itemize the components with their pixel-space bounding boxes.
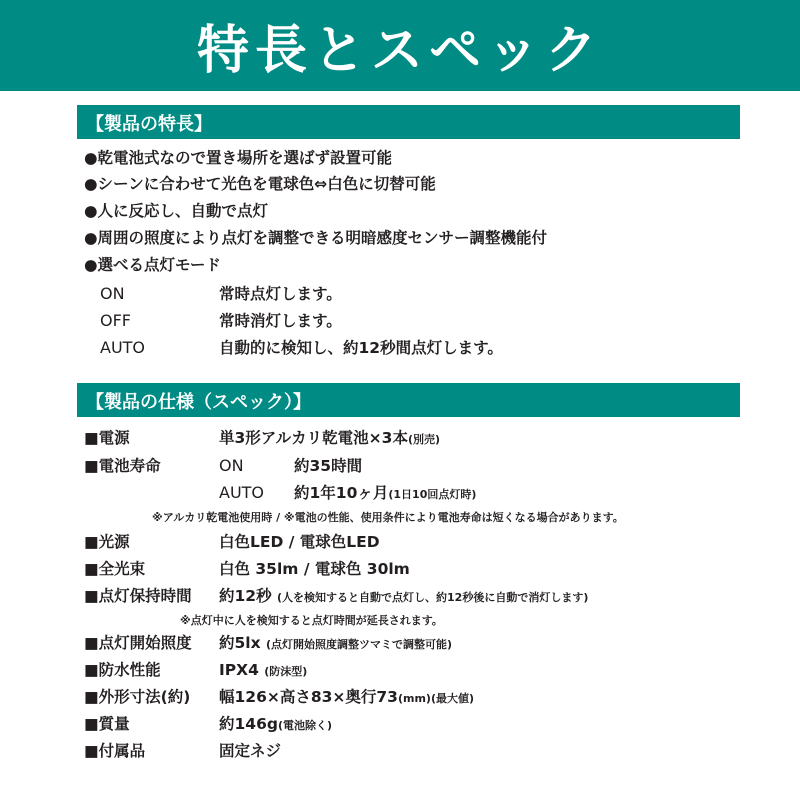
mode-off-description: 常時消灯します。: [219, 312, 342, 330]
mode-off-label: OFF: [100, 311, 131, 330]
spec-waterproof-detail: (防沫型): [264, 665, 308, 678]
specs-heading: 【製品の仕様（スペック）】: [86, 392, 311, 413]
spec-battery-footnote: ※アルカリ乾電池使用時 / ※電池の性能、使用条件により電池寿命は短くなる場合があります。: [152, 511, 624, 524]
spec-hold-time-value: [219, 586, 588, 608]
features-heading-bar: [77, 105, 740, 139]
spec-battery-auto-note: (1日10回点灯時): [388, 488, 477, 501]
spec-illuminance-label: ■点灯開始照度: [84, 634, 192, 652]
spec-dimensions-value: [219, 687, 474, 709]
spec-illuminance-main: 約5lx: [219, 634, 261, 652]
spec-hold-time-detail: (人を検知すると自動で点灯し、約12秒後に自動で消灯します): [276, 591, 589, 604]
spec-power-value: [219, 428, 440, 450]
spec-power-label: ■電源: [84, 429, 130, 447]
spec-battery-label: ■電池寿命: [84, 457, 161, 475]
title-banner: [0, 0, 800, 91]
spec-power-note: (別売): [407, 433, 441, 446]
mode-auto-description: 自動的に検知し、約12秒間点灯します。: [219, 339, 503, 357]
spec-weight-value: [219, 714, 332, 736]
spec-dimensions-main: 幅126×高さ83×奥行73: [219, 688, 398, 706]
spec-waterproof-label: ■防水性能: [84, 661, 161, 679]
mode-auto-label: AUTO: [100, 338, 146, 357]
specs-heading-bar: [77, 383, 740, 417]
spec-dimensions-detail: (mm)(最大値): [397, 692, 475, 705]
spec-weight-label: ■質量: [84, 715, 130, 733]
spec-waterproof-main: IPX4: [219, 661, 259, 679]
mode-on-label: ON: [100, 284, 125, 303]
spec-light-source-value: 白色LED / 電球色LED: [219, 533, 380, 551]
spec-waterproof-value: [219, 660, 307, 682]
spec-battery-on-value: 約35時間: [294, 457, 363, 475]
spec-hold-time-label: ■点灯保持時間: [84, 587, 192, 605]
spec-battery-auto-main: 約1年10ヶ月: [294, 484, 389, 502]
spec-power-main: 単3形アルカリ乾電池×3本: [219, 429, 408, 447]
mode-on-description: 常時点灯します。: [219, 285, 342, 303]
spec-accessories-label: ■付属品: [84, 742, 146, 760]
spec-weight-main: 約146g: [219, 715, 278, 733]
features-heading: 【製品の特長】: [86, 114, 212, 135]
feature-item: ●シーンに合わせて光色を電球色⇔白色に切替可能: [84, 175, 436, 193]
spec-accessories-value: 固定ネジ: [219, 742, 282, 760]
spec-illuminance-value: [219, 633, 452, 655]
page-title: 特長とスペック: [196, 21, 603, 81]
spec-illuminance-detail: (点灯開始照度調整ツマミで調整可能): [266, 638, 453, 651]
spec-flux-label: ■全光束: [84, 560, 146, 578]
spec-battery-auto-value: [294, 483, 476, 505]
spec-dimensions-label: ■外形寸法(約): [84, 688, 191, 706]
feature-item: ●人に反応し、自動で点灯: [84, 202, 269, 220]
spec-hold-time-footnote: ※点灯中に人を検知すると点灯時間が延長されます。: [180, 614, 443, 627]
spec-weight-detail: (電池除く): [277, 719, 333, 732]
spec-flux-value: 白色 35lm / 電球色 30lm: [219, 560, 410, 578]
spec-battery-on-label: ON: [219, 456, 244, 475]
spec-battery-auto-label: AUTO: [219, 483, 265, 502]
feature-item: ●周囲の照度により点灯を調整できる明暗感度センサー調整機能付: [84, 229, 548, 247]
feature-item: ●乾電池式なので置き場所を選ばず設置可能: [84, 149, 393, 167]
feature-item: ●選べる点灯モード: [84, 256, 221, 274]
spec-light-source-label: ■光源: [84, 533, 130, 551]
spec-hold-time-main: 約12秒: [219, 587, 272, 605]
